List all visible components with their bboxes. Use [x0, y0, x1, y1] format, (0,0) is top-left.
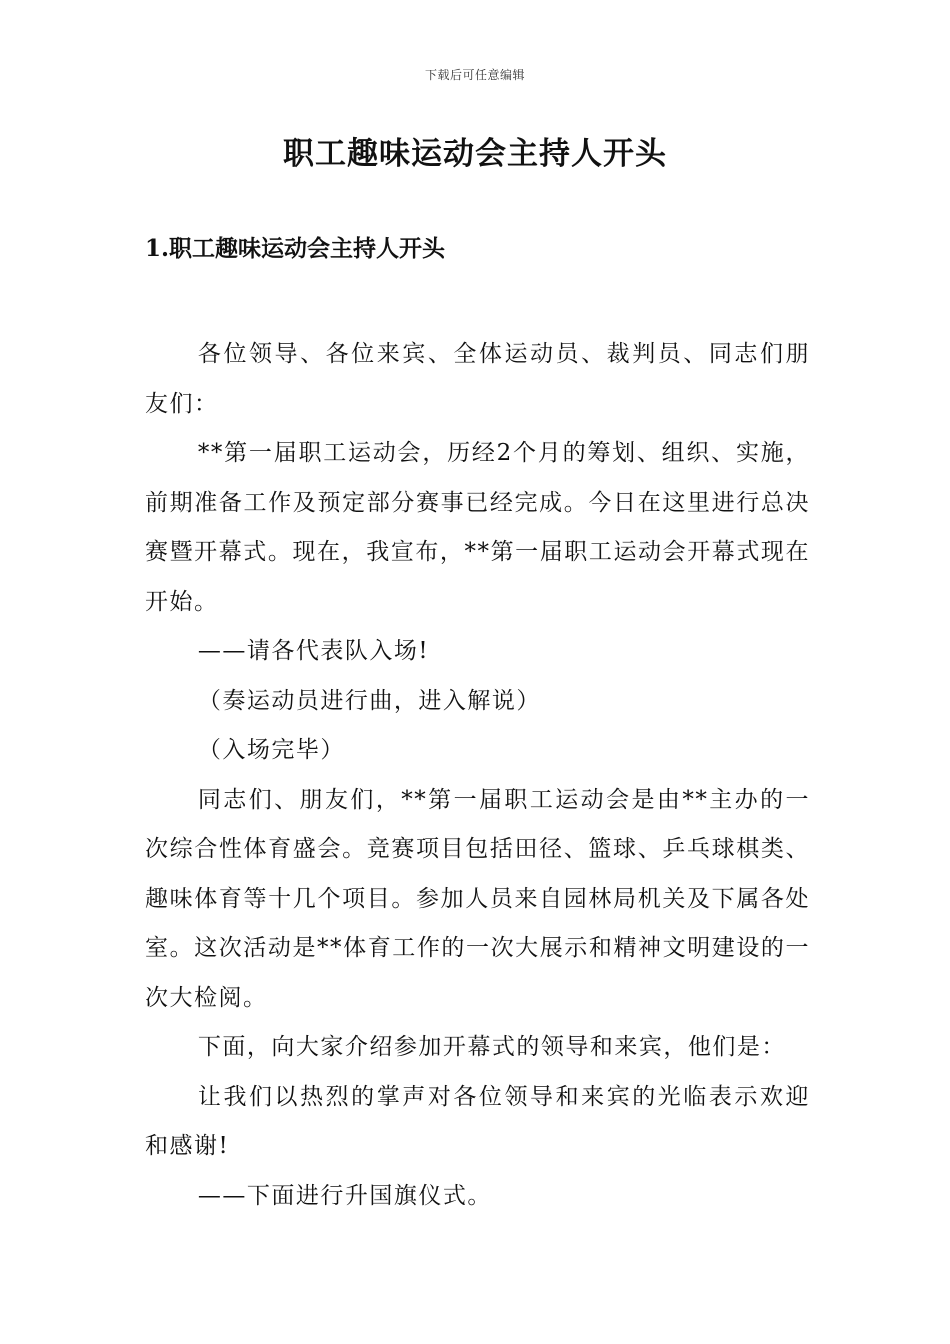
- paragraph-team-entry: ——请各代表队入场!: [197, 638, 430, 664]
- paragraph-event-intro: 同志们、朋友们，**第一届职工运动会是由**主办的一次综合性体育盛会。竞赛项目包括田径、篮球、乒乓球棋类、趣味体育等十几个项目。参加人员来自园林局机关及下属各处室。这次活动是**体育工作的一次大展示和精神文明建设的一次大检阅。: [145, 786, 810, 1011]
- body-text: [145, 330, 810, 1221]
- paragraph-opening: **第一届职工运动会，历经2个月的筹划、组织、实施，前期准备工作及预定部分赛事已经完成。今日在这里进行总决赛暨开幕式。现在，我宣布，**第一届职工运动会开幕式现在开始。: [145, 440, 810, 615]
- paragraph-greeting: 各位领导、各位来宾、全体运动员、裁判员、同志们朋友们：: [145, 341, 810, 417]
- paragraph-music-note: （奏运动员进行曲，进入解说）: [197, 687, 541, 714]
- paragraph-guest-intro: 下面，向大家介绍参加开幕式的领导和来宾，他们是：: [197, 1034, 786, 1060]
- paragraph-entry-complete: （入场完毕）: [197, 737, 345, 763]
- header-note: 下载后可任意编辑: [424, 68, 525, 82]
- paragraph-flag-ceremony: ——下面进行升国旗仪式。: [197, 1182, 492, 1209]
- section-heading: 1.职工趣味运动会主持人开头: [145, 235, 446, 262]
- paragraph-welcome: 让我们以热烈的掌声对各位领导和来宾的光临表示欢迎和感谢!: [145, 1083, 810, 1159]
- document-title: 职工趣味运动会主持人开头: [283, 136, 667, 172]
